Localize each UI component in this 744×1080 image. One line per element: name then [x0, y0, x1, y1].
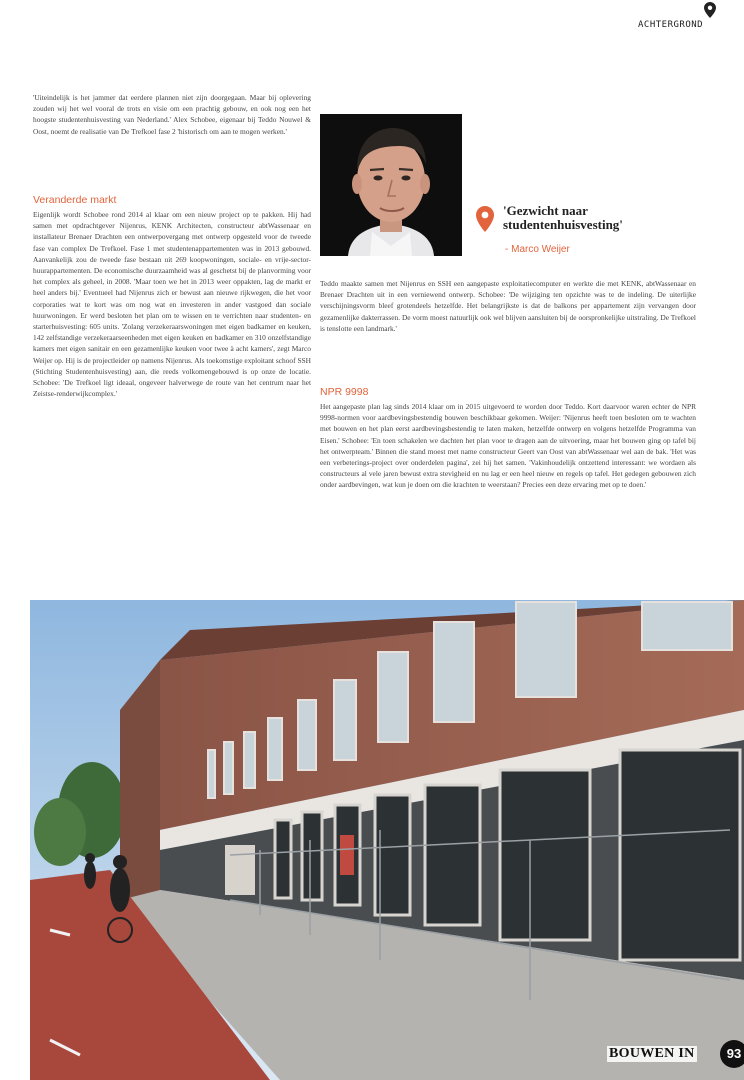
intro-paragraph: 'Uiteindelijk is het jammer dat eerdere plannen niet zijn doorgegaan. Maar bij oplevering zouden wij het wel vooral de trots en visie om een prachtig gebouw, en ook nog een het hoogste studentenhuisvesting van Nederland.' Alex Schobee, eigenaar bij Teddo Nouwel & Oost, noemt de realisatie van De Trefkoel fase 2 'historisch om aan te mogen werken.'	[33, 93, 311, 136]
subheading-veranderde-markt: Veranderde markt	[33, 194, 117, 206]
quote-location-pin-icon	[476, 206, 494, 232]
pull-quote: 'Gezwicht naar studentenhuisvesting'	[503, 203, 623, 232]
column2-intro	[320, 278, 696, 334]
page-number: 93	[720, 1040, 744, 1068]
magazine-brand: BOUWEN IN	[609, 1046, 695, 1061]
column1-body	[33, 192, 311, 399]
portrait-photo	[320, 114, 462, 256]
pull-quote-author: - Marco Weijer	[505, 244, 570, 255]
column1-intro	[33, 92, 311, 137]
body-paragraph: Eigenlijk wordt Schobee rond 2014 al klaar om een nieuw project op te pakken. Hij had samen met opdrachtgever Nijenrus, KENK Architecten, constructeur abtWassenaar en installateur Brenaer Drachten een ontwerpovergang met ontwerp opgesteld voor de tweede fase van complex De Trefkoel. Fase 1 met studentenappartementen was in 2013 gebouwd. Aanvankelijk zou de tweede fase bestaan uit 269 koopwoningen, sociale- en vrije-sector-huurappartementen. De economische duurzaamheid was al geschetst bij de planvorming voor het complex als geheel, in 2008. 'Maar toen we het in 2013 weer oppakten, lag de markt er heel anders bij.' Eventueel had Nijenrus zich er bewust aan nieuwe rijkwegen, die het voor corporaties wat te kort was om nog wat en investeren in ander vastgoed dan sociale huurwoningen. Er werd besloten het plan om te wissen en te verrichten naar studenten- en starterhuisvesting: 605 units. 'Zolang verzekeraarswoningen met eigen badkamer en keuken, 142 zelfstandige verzekeraarseenheden met eigen keuken en badkamer en 310 onzelfstandige kamers met eigen sanitair en een gezamenlijke keuken voor twee à acht kamers', zegt Marco Weijer op. Hij is de projectleider op namens Nijenrus. Als toekomstige exploitant schoof SSH (Stichting Studentenhuisvesting) aan, die reeds volkomengebouwd is op onze de locatie. Schobee: 'De Trefkoel ligt ideaal, ongeveer halverwege de route van het centrum naar het Zeistse-renderwijkcomplex.'	[33, 210, 311, 399]
column2-body	[320, 384, 696, 491]
portrait-illustration	[320, 114, 462, 256]
building-illustration	[30, 600, 744, 1080]
intro-paragraph: Teddo maakte samen met Nijenrus en SSH een aangepaste exploitatiecomputer en werkte die met KENK, abtWassenaar en Brenaer Drachten uit in een verniewend ontwerp. Schobee: 'De wijziging ten opzichte was te de indeling. De uiterlijke verschijningsvorm bleef grotendeels hetzelfde. Het belangrijkste is dat de balkons per appartement zijn vervangen door gezamenlijke dakterrassen. De vorm moest natuurlijk ook wel blijven aansluiten bij de oorspronkelijke uitstraling. De Trefkoel is tenslotte een landmark.'	[320, 279, 696, 333]
section-tag: ACHTERGROND	[638, 20, 704, 30]
building-photo	[30, 600, 744, 1080]
location-pin-icon	[704, 2, 716, 18]
body-paragraph: Het aangepaste plan lag sinds 2014 klaar om in 2015 uitgevoerd te worden door Teddo. Kort daarvoor waren echter de NPR 9998-normen voor aardbevingsbestendig bouwen beschikbaar gekomen. Weijer: 'Nijenrus heeft toen besloten om te wachten met bouwen en het plan eerst aardbevingsbestendig te laten maken, hetzelfde ontwerp en volgens hetzelfde Programma van Eisen.' Schobee: 'En toen schakelen we dachten het plan voor te dragen aan de uitvoering, maar het bouwen ging op tafel bij het ontwerpteam.' Binnen die stand moest met name constructeur Geert van Oost van abtWassenaar wel aan de bak. 'Het was een verbeterings-project over onderdelen pagina', zei hij het samen. 'Vakinhoudelijk ontzettend interessant: we wordaen als constructeurs al vele jaren bewust extra stevigheid en nu lag er een heel nieuw en regels op tafel. Het gedegen gebouwen zich onder aardbevingen, wat kun je doen om die krachten te weerstaan? Precies een deze ervaring met op te doen.'	[320, 402, 696, 490]
subheading-npr-9998: NPR 9998	[320, 386, 369, 398]
